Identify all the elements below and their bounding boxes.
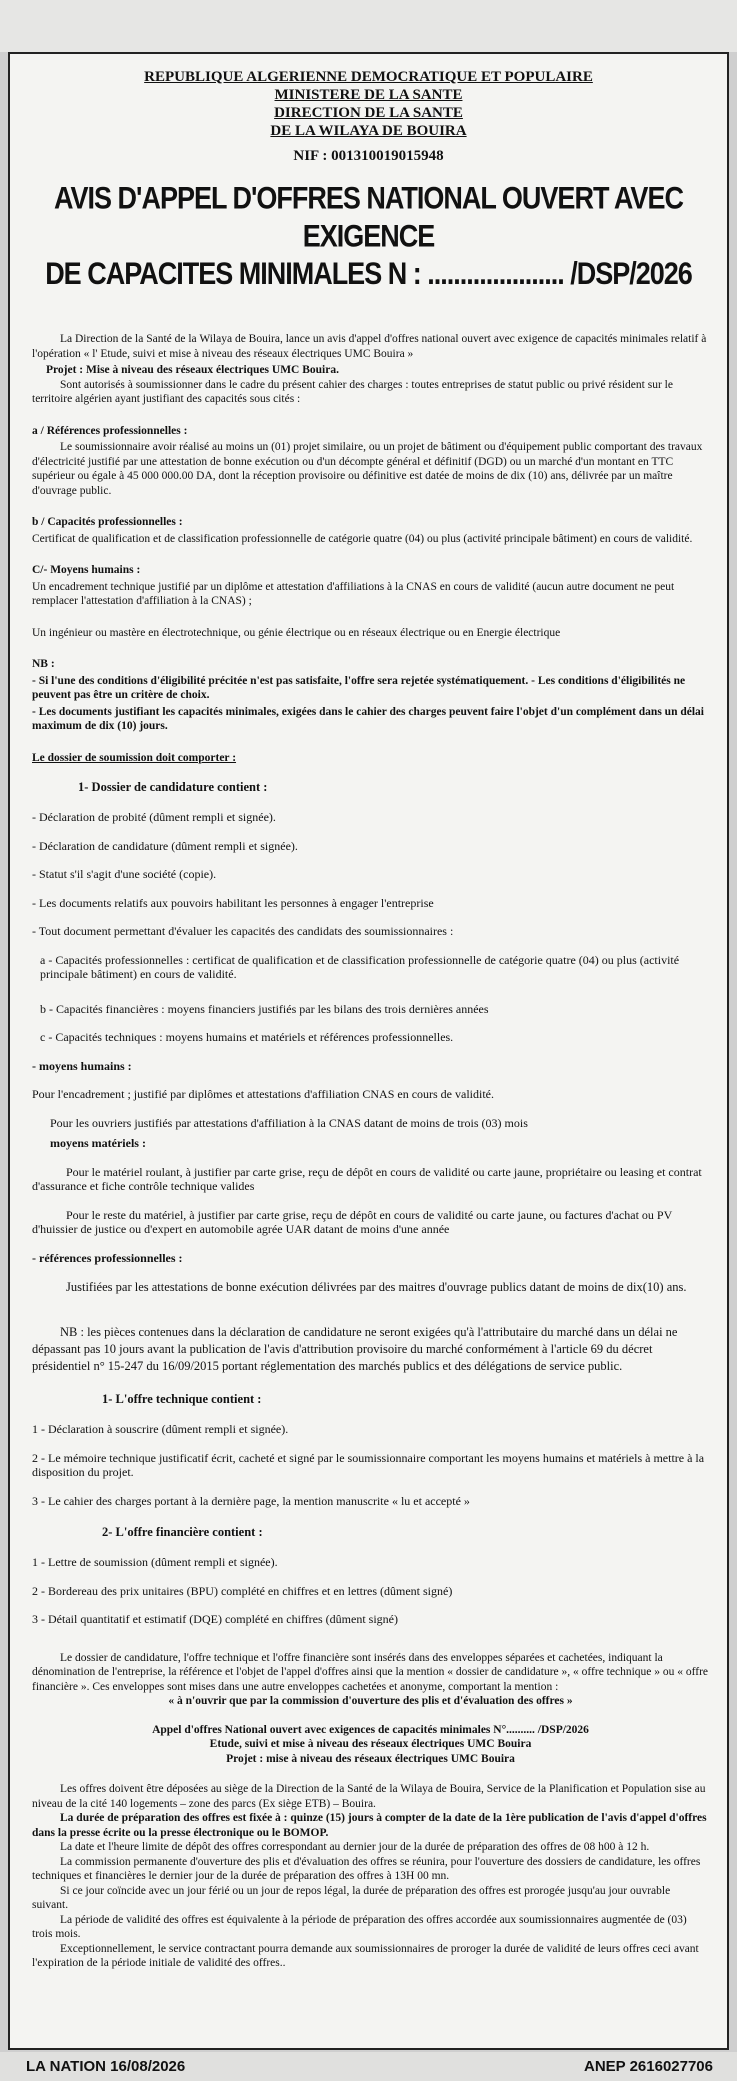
- header-line: MINISTERE DE LA SANTE: [274, 87, 463, 103]
- section-text: Certificat de qualification et de classification professionnelle de catégorie quatre (04) ou plus (activité principale bâtiment) en cours de validité.: [32, 532, 693, 545]
- nb-line: - Les documents justifiant les capacités minimales, exigées dans le cahier des charges peuvent faire l'objet d'un complément dans un délai maximum de dix (10) jours.: [32, 705, 704, 732]
- notice-title: [20, 180, 717, 294]
- final-paragraph: La durée de préparation des offres est fixée à : quinze (15) jours à compter de la date de la 1ère publication de l'avis d'appel d'offres dans la presse écrite ou la presse électronique ou le BOMOP.: [32, 1812, 707, 1839]
- header-line: DIRECTION DE LA SANTE: [274, 105, 463, 121]
- list-item: Pour les ouvriers justifiés par attestations d'affiliation à la CNAS datant de moins de trois (03) mois: [50, 1115, 528, 1130]
- list-item: - moyens humains :: [32, 1058, 132, 1073]
- recap-line: Appel d'offres National ouvert avec exigences de capacités minimales N°.......... /DSP/2026: [152, 1723, 589, 1736]
- list-item: - références professionnelles :: [32, 1250, 183, 1265]
- nb-heading: NB :: [32, 658, 55, 670]
- final-paragraph: Exceptionnellement, le service contractant pourra demande aux soumissionnaires de proroger la durée de validité de leurs offres ceci avant l'expiration de la période initiale de validité des offres..: [32, 1942, 699, 1969]
- list-item: 1 - Déclaration à souscrire (dûment rempli et signée).: [32, 1422, 289, 1436]
- nif-number: NIF : 001310019015948: [293, 148, 444, 164]
- section-text: Un ingénieur ou mastère en électrotechnique, ou génie électrique ou en réseaux électrique ou en Energie électrique: [32, 626, 561, 639]
- list-item: - Déclaration de candidature (dûment rempli et signée).: [32, 838, 298, 853]
- header-line: DE LA WILAYA DE BOUIRA: [270, 123, 467, 139]
- list-item: Pour l'encadrement ; justifié par diplômes et attestations d'affiliation CNAS en cours de validité.: [32, 1087, 494, 1101]
- list-item: Pour le reste du matériel, à justifier par carte grise, reçu de dépôt en cours de validité ou carte jaune, ou factures d'achat ou PV d'huissier de justice ou d'expert en automobile agrée UAR datant de moins d'une année: [32, 1207, 673, 1236]
- list-item: moyens matériels :: [50, 1136, 146, 1150]
- list-item: - Les documents relatifs aux pouvoirs habilitant les personnes à engager l'entreprise: [32, 895, 434, 910]
- intro-paragraph: La Direction de la Santé de la Wilaya de Bouira, lance un avis d'appel d'offres national ouvert avec exigence de capacités minimales relatif à l'opération « l' Etude, suivi et mise à niveau des réseaux électriques UMC Bouira »: [32, 333, 707, 360]
- recap-block: [32, 1723, 709, 1767]
- notice-body: [10, 332, 727, 1971]
- project-line: Projet : Mise à niveau des réseaux électriques UMC Bouira.: [46, 364, 339, 376]
- list-item: - Déclaration de probité (dûment rempli et signée).: [32, 810, 276, 824]
- list-item: Pour le matériel roulant, à justifier par carte grise, reçu de dépôt en cours de validité ou carte jaune, propriétaire ou leasing et contrat d'assurance et fiche contrôle technique valides: [32, 1164, 702, 1193]
- subsection-heading: 2- L'offre financière contient :: [102, 1525, 263, 1539]
- title-line: AVIS D'APPEL D'OFFRES NATIONAL OUVERT AVEC EXIGENCE: [54, 180, 683, 254]
- section-text: Un encadrement technique justifié par un diplôme et attestation d'affiliations à la CNAS en cours de validité (aucun autre document ne peut remplacer l'attestation d'affiliation à la CNAS) ;: [32, 580, 675, 607]
- recap-line: Etude, suivi et mise à niveau des réseaux électriques UMC Bouira: [209, 1738, 532, 1750]
- anep-reference: ANEP 2616027706: [584, 2058, 713, 2075]
- final-paragraph: Si ce jour coïncide avec un jour férié ou un jour de repos légal, la durée de préparation des offres est prorogée jusqu'au jour ouvrable suivant.: [32, 1884, 671, 1911]
- subsection-heading: 1- Dossier de candidature contient :: [78, 780, 268, 794]
- header-line: REPUBLIQUE ALGERIENNE DEMOCRATIQUE ET POPULAIRE: [144, 69, 593, 85]
- list-item: Justifiées par les attestations de bonne exécution délivrées par des maitres d'ouvrage publics datant de moins de dix(10) ans.: [66, 1280, 687, 1294]
- nb-paragraph: NB : les pièces contenues dans la déclaration de candidature ne seront exigées qu'à l'attributaire du marché dans un délai ne dépassant pas 10 jours avant la publication de l'avis d'attribution provisoire du marché conformément à l'article 69 du décret présidentiel n° 15-247 du 16/09/2015 portant réglementation des marchés publics et des délégations de service public.: [32, 1325, 678, 1373]
- list-item: b - Capacités financières : moyens financiers justifiés par les bilans des trois dernières années: [40, 1001, 489, 1016]
- list-item: 3 - Le cahier des charges portant à la dernière page, la mention manuscrite « lu et accepté »: [32, 1493, 470, 1508]
- nb-line: - Si l'une des conditions d'éligibilité précitée n'est pas satisfaite, l'offre sera rejetée systématiquement. - Les conditions d'éligibilités ne peuvent pas être un critère de choix.: [32, 674, 686, 701]
- final-paragraph: La période de validité des offres est équivalente à la période de préparation des offres accordée aux soumissionnaires augmentée de (03) trois mois.: [32, 1913, 687, 1940]
- newspaper-date: LA NATION 16/08/2026: [26, 2058, 186, 2075]
- subsection-heading: 1- L'offre technique contient :: [102, 1392, 262, 1406]
- title-line: DE CAPACITES MINIMALES N : ..................... /DSP/2026: [45, 256, 692, 292]
- top-strip: [0, 0, 737, 52]
- list-item: - Tout document permettant d'évaluer les capacités des candidats des soumissionnaires :: [32, 924, 454, 938]
- publication-footer: [0, 2052, 737, 2081]
- section-heading: C/- Moyens humains :: [32, 564, 141, 576]
- final-paragraph: La commission permanente d'ouverture des plis et d'évaluation des offres se réunira, pour l'ouverture des dossiers de candidature, les offres techniques et financières le dernier jour de la durée de préparation des offres à 13H 00 mn.: [32, 1855, 701, 1882]
- list-item: 1 - Lettre de soumission (dûment rempli et signée).: [32, 1555, 278, 1569]
- list-item: 3 - Détail quantitatif et estimatif (DQE) complété en chiffres (dûment signé): [32, 1612, 398, 1626]
- section-heading: Le dossier de soumission doit comporter :: [32, 751, 237, 764]
- section-heading: a / Références professionnelles :: [32, 424, 188, 437]
- list-item: 2 - Bordereau des prix unitaires (BPU) complété en chiffres et en lettres (dûment signé): [32, 1583, 453, 1598]
- list-item: 2 - Le mémoire technique justificatif écrit, cacheté et signé par le soumissionnaire comportant les moyens humains et matériels à mettre à la disposition du projet.: [32, 1450, 705, 1479]
- section-text: Le soumissionnaire avoir réalisé au moins un (01) projet similaire, ou un projet de bâtiment ou d'équipement public comportant des travaux d'électricité justifié par une attestation de bonne exécution ou d'un décompte général et définitif (DGD) ou un marché d'un montant en TTC supérieur ou égale à 45 000 000.00 DA, dont la réception provisoire ou définitive est datée de moins de dix (10) ans, délivrée par un maître d'ouvrage public.: [32, 441, 703, 497]
- intro-paragraph: Sont autorisés à soumissionner dans le cadre du présent cahier des charges : toutes entreprises de statut public ou privé résident sur le territoire algérien ayant justifiant des capacités sous cités :: [32, 378, 673, 405]
- final-paragraph: Les offres doivent être déposées au siège de la Direction de la Santé de la Wilaya de Bouira, Service de la Planification et Population sise au niveau de la cité 140 logements – zone des parcs (Ex siège ETB) – Bouira.: [32, 1783, 706, 1810]
- recap-line: Projet : mise à niveau des réseaux électriques UMC Bouira: [226, 1752, 515, 1765]
- section-heading: b / Capacités professionnelles :: [32, 516, 183, 528]
- document-page: [8, 52, 729, 2050]
- envelopes-mention: « à n'ouvrir que par la commission d'ouverture des plis et d'évaluation des offres »: [168, 1695, 573, 1707]
- document-header: [10, 68, 727, 140]
- list-item: - Statut s'il s'agit d'une société (copie).: [32, 867, 217, 881]
- envelopes-paragraph: Le dossier de candidature, l'offre technique et l'offre financière sont insérés dans des enveloppes séparées et cachetées, indiquant la dénomination de l'entreprise, la référence et l'objet de l'appel d'offres ainsi que la mention « dossier de candidature », « offre technique » ou « offre financière ». Ces enveloppes sont mises dans une autre enveloppes cachetées et anonyme, comportant la mention :: [32, 1651, 709, 1693]
- final-paragraph: La date et l'heure limite de dépôt des offres correspondant au dernier jour de la durée de préparation des offres de 08 h00 à 12 h.: [60, 1841, 650, 1853]
- list-item: a - Capacités professionnelles : certificat de qualification et de classification professionnelle de catégorie quatre (04) ou plus (activité principale bâtiment) en cours de validité.: [40, 952, 680, 981]
- list-item: c - Capacités techniques : moyens humains et matériels et références professionnelles.: [40, 1030, 454, 1044]
